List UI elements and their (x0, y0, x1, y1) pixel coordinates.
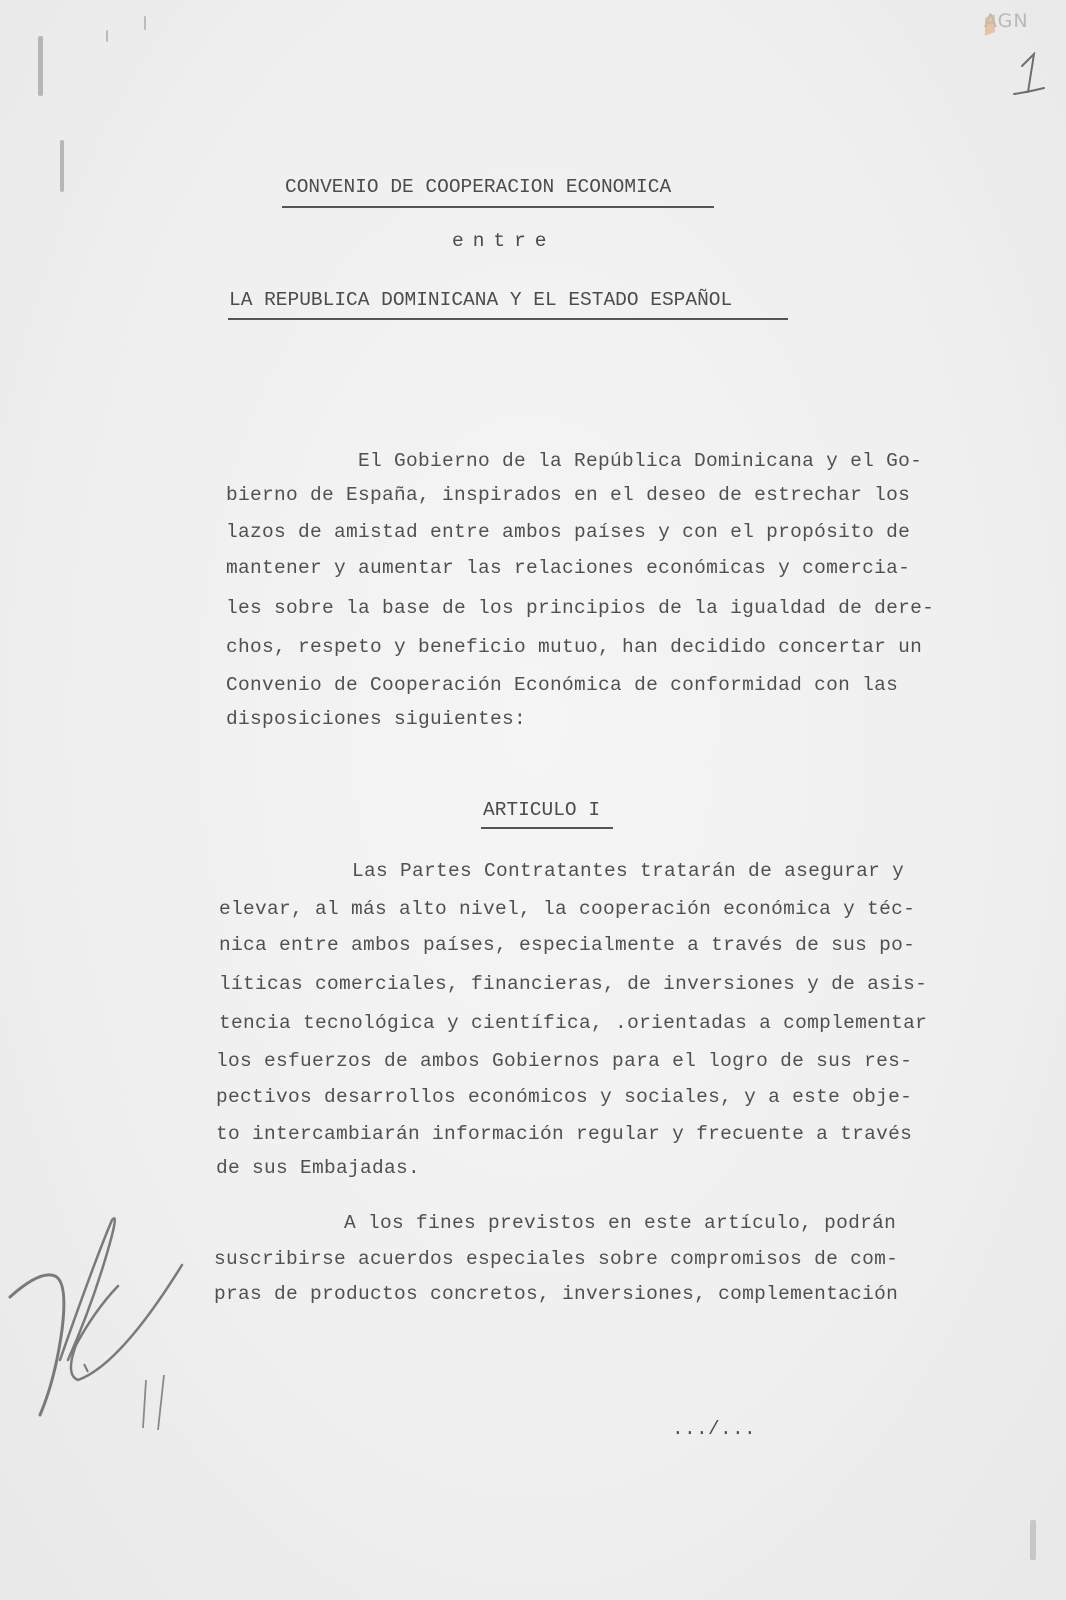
article-line: de sus Embajadas. (216, 1157, 421, 1179)
article-line: nica entre ambos países, especialmente a través de sus po- (219, 934, 916, 956)
preamble-line: El Gobierno de la República Dominicana y el Go- (358, 450, 923, 472)
parties-underline (228, 318, 788, 320)
document-title: CONVENIO DE COOPERACION ECONOMICA (285, 176, 672, 198)
preamble-line: les sobre la base de los principios de la igualdad de dere- (226, 597, 935, 619)
continuation-mark: .../... (672, 1418, 757, 1440)
article-line: suscribirse acuerdos especiales sobre compromisos de com- (214, 1248, 899, 1270)
article-heading: ARTICULO I (483, 799, 601, 821)
preamble-line: disposiciones siguientes: (226, 708, 527, 730)
scan-artifact (144, 16, 146, 30)
article-heading-underline (481, 827, 613, 829)
preamble-line: lazos de amistad entre ambos países y con el propósito de (226, 521, 911, 543)
article-line: to intercambiarán información regular y frecuente a través (216, 1123, 913, 1145)
preamble-line: chos, respeto y beneficio mutuo, han decidido concertar un (226, 636, 923, 658)
article-line: elevar, al más alto nivel, la cooperación económica y téc- (219, 898, 916, 920)
article-line: tencia tecnológica y científica, .orientadas a complementar (219, 1012, 928, 1034)
article-line: los esfuerzos de ambos Gobiernos para el logro de sus res- (216, 1050, 913, 1072)
handwritten-page-number (1008, 52, 1048, 102)
title-underline (282, 206, 714, 208)
preamble-line: bierno de España, inspirados en el deseo de estrechar los (226, 484, 911, 506)
archive-watermark: AGN (984, 10, 1029, 32)
article-line: Las Partes Contratantes tratarán de asegurar y (352, 860, 905, 882)
scan-artifact (1030, 1520, 1036, 1560)
article-line: pectivos desarrollos económicos y sociales, y a este obje- (216, 1086, 913, 1108)
handwritten-signature (0, 1180, 250, 1430)
preamble-line: mantener y aumentar las relaciones económicas y comercia- (226, 557, 911, 579)
article-line: líticas comerciales, financieras, de inversiones y de asis- (219, 973, 928, 995)
scan-artifact (106, 30, 108, 42)
preamble-line: Convenio de Cooperación Económica de conformidad con las (226, 674, 899, 696)
scan-artifact (60, 140, 64, 192)
document-parties: LA REPUBLICA DOMINICANA Y EL ESTADO ESPAÑOL (229, 289, 733, 311)
title-connector: entre (452, 230, 556, 252)
scan-artifact (38, 36, 43, 96)
article-line: pras de productos concretos, inversiones, complementación (214, 1283, 899, 1305)
article-line: A los fines previstos en este artículo, podrán (344, 1212, 897, 1234)
